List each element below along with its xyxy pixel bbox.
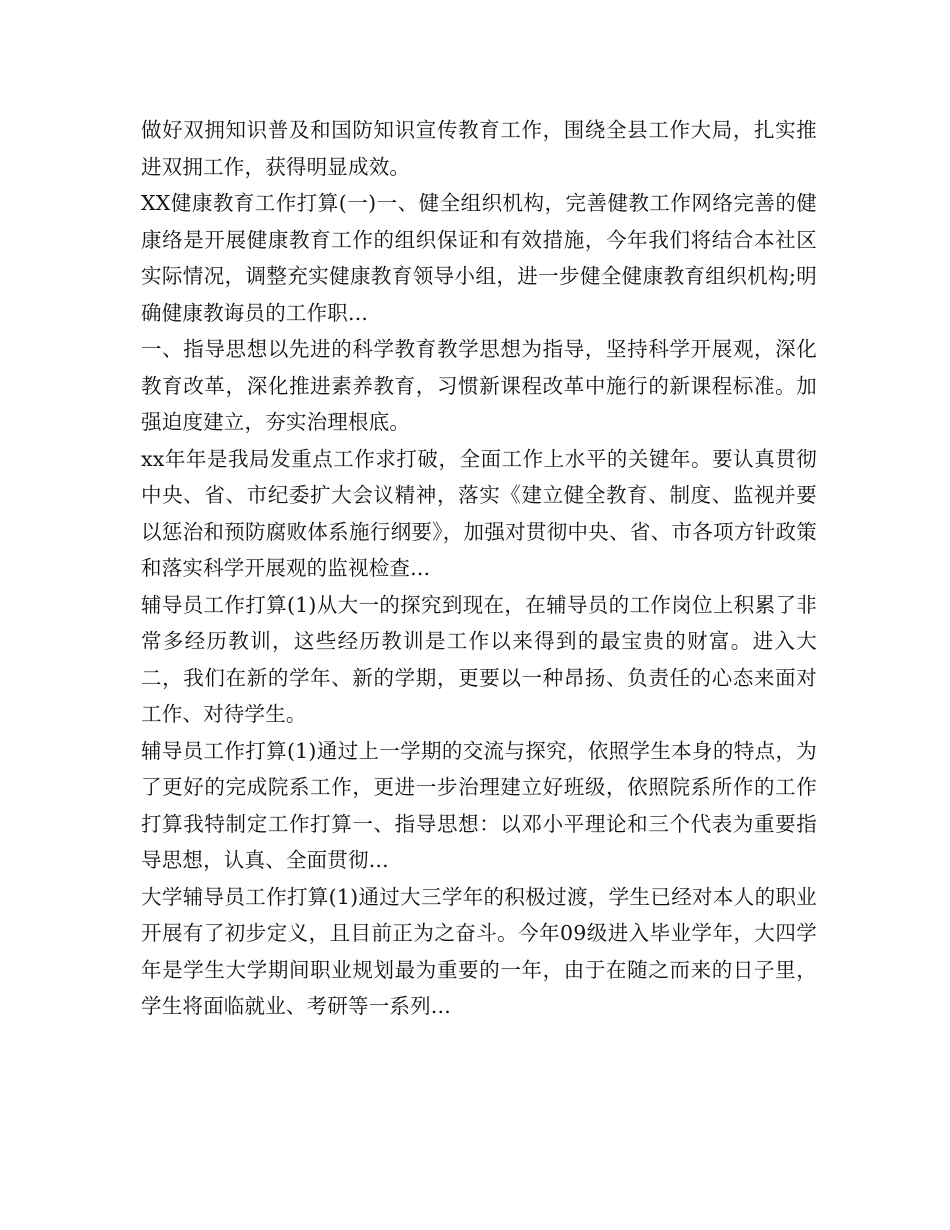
document-body (141, 112, 817, 1025)
paragraph-2: XX健康教育工作打算(一)一、健全组织机构，完善健教工作网络完善的健康络是开展健康教育工作的组织保证和有效措施，今年我们将结合本社区实际情况，调整充实健康教育领导小组，进一步健全健康教育组织机构;明确健康教诲员的工作职... (141, 191, 817, 325)
paragraph-4: xx年年是我局发重点工作求打破，全面工作上水平的关键年。要认真贯彻中央、省、市纪委扩大会议精神，落实《建立健全教育、制度、监视并要以惩治和预防腐败体系施行纲要》，加强对贯彻中央、省、市各项方针政策和落实科学开展观的监视检查... (141, 446, 817, 580)
paragraph-3: 一、指导思想以先进的科学教育教学思想为指导，坚持科学开展观，深化教育改革，深化推进素养教育，习惯新课程改革中施行的新课程标准。加强迫度建立，夯实治理根底。 (141, 337, 817, 434)
paragraph-1: 做好双拥知识普及和国防知识宣传教育工作，围绕全县工作大局，扎实推进双拥工作，获得明显成效。 (141, 118, 817, 179)
paragraph-6: 辅导员工作打算(1)通过上一学期的交流与探究，依照学生本身的特点，为了更好的完成院系工作，更进一步治理建立好班级，依照院系所作的工作打算我特制定工作打算一、指导思想：以邓小平理论和三个代表为重要指导思想，认真、全面贯彻... (141, 738, 817, 872)
paragraph-5: 辅导员工作打算(1)从大一的探究到现在，在辅导员的工作岗位上积累了非常多经历教训，这些经历教训是工作以来得到的最宝贵的财富。进入大二，我们在新的学年、新的学期，更要以一种昂扬、负责任的心态来面对工作、对待学生。 (141, 592, 817, 726)
paragraph-7: 大学辅导员工作打算(1)通过大三学年的积极过渡，学生已经对本人的职业开展有了初步定义，且目前正为之奋斗。今年09级进入毕业学年，大四学年是学生大学期间职业规划最为重要的一年，由于在随之而来的日子里，学生将面临就业、考研等一系列... (141, 884, 817, 1018)
